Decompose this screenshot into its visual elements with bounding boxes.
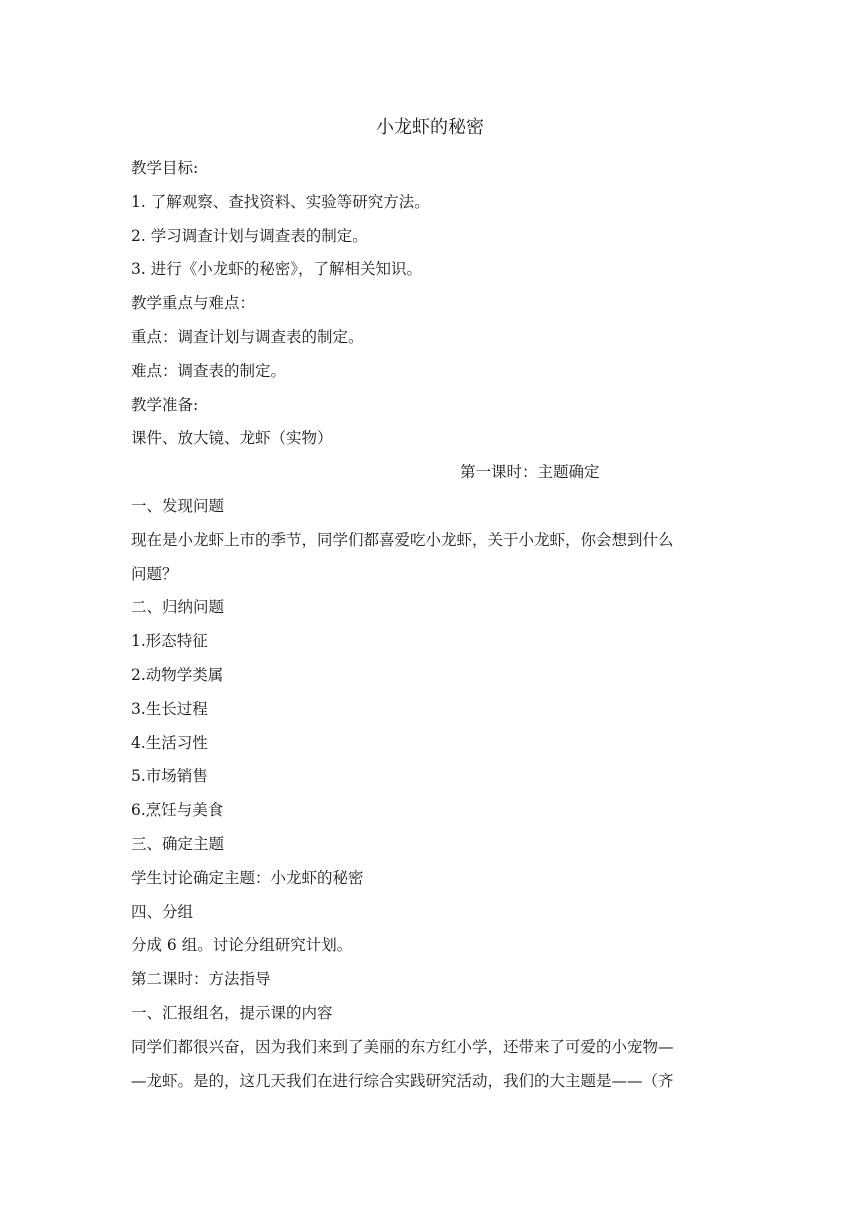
paragraph-line: 学生讨论确定主题：小龙虾的秘密 — [131, 868, 364, 887]
document-body — [131, 152, 735, 1098]
key-point-text: 重点：调查计划与调查表的制定。 — [131, 327, 364, 346]
step-heading: 一、汇报组名，提示课的内容 — [131, 1003, 333, 1022]
document-title: 小龙虾的秘密 — [376, 117, 484, 138]
paragraph-line: 现在是小龙虾上市的季节，同学们都喜爱吃小龙虾，关于小龙虾，你会想到什么 — [131, 530, 674, 549]
difficulty-text: 难点：调查表的制定。 — [131, 361, 287, 380]
objective-item: 3. 进行《小龙虾的秘密》，了解相关知识。 — [131, 260, 422, 279]
section-heading-preparation: 教学准备: — [131, 395, 199, 414]
preparation-text: 课件、放大镜、龙虾（实物） — [131, 429, 333, 448]
step-heading: 一、发现问题 — [131, 496, 225, 515]
lesson-one-heading: 第一课时：主题确定 — [460, 463, 600, 482]
section-heading-key-points: 教学重点与难点： — [131, 294, 256, 313]
section-heading-objectives: 教学目标: — [131, 159, 199, 177]
objective-item: 2. 学习调查计划与调查表的制定。 — [131, 226, 368, 245]
list-item: 1.形态特征 — [131, 632, 208, 651]
objective-item: 1. 了解观察、查找资料、实验等研究方法。 — [131, 192, 430, 211]
step-heading: 二、归纳问题 — [131, 598, 225, 617]
paragraph-line: 同学们都很兴奋，因为我们来到了美丽的东方红小学，还带来了可爱的小宠物— — [131, 1037, 674, 1056]
step-heading: 四、分组 — [131, 902, 194, 921]
paragraph-line: —龙虾。是的，这几天我们在进行综合实践研究活动，我们的大主题是——（齐 — [131, 1071, 674, 1090]
list-item: 4.生活习性 — [131, 733, 208, 752]
list-item: 2.动物学类属 — [131, 665, 224, 684]
paragraph-line: 问题？ — [131, 564, 178, 583]
list-item: 5.市场销售 — [131, 767, 208, 786]
list-item: 6.烹饪与美食 — [131, 801, 224, 820]
step-heading: 三、确定主题 — [131, 834, 225, 853]
list-item: 3.生长过程 — [131, 699, 208, 718]
lesson-two-heading: 第二课时：方法指导 — [131, 970, 271, 989]
paragraph-line: 分成 6 组。讨论分组研究计划。 — [131, 936, 353, 955]
